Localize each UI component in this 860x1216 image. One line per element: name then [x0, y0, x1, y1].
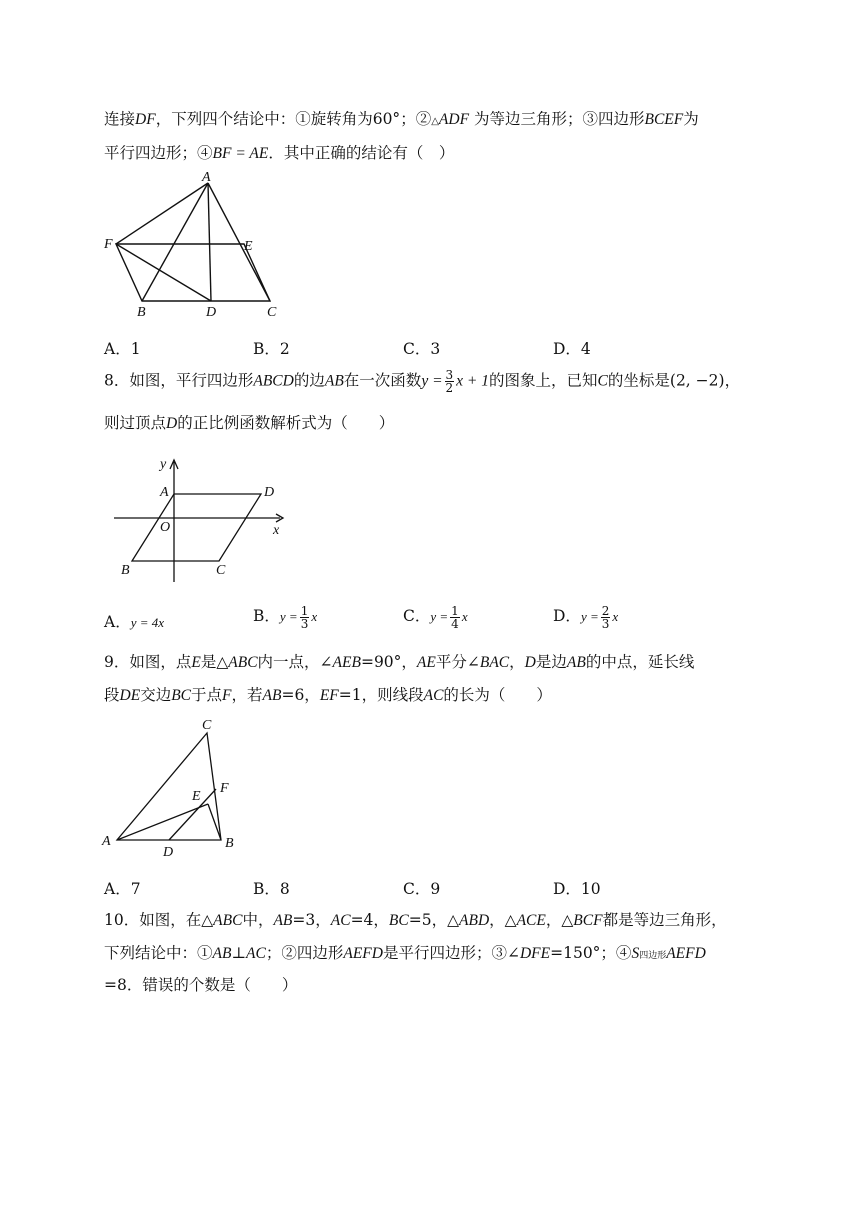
q7-option-c: C．3: [403, 340, 441, 358]
q9-line-2: 段DE交边BC于点F，若AB=6，EF=1，则线段AC的长为（ ）: [104, 686, 552, 704]
q7-edge-ac: [208, 183, 270, 301]
q8-line-1: 8．如图，平行四边形ABCD的边AB在一次函数y = $\frac{3}{2}$ x + 1的图象上，已知C的坐标是(2, −2)，: [104, 368, 741, 395]
q10-line-2: 下列结论中：①AB⊥AC；②四边形AEFD是平行四边形；③∠DFE=150°；④S四边形AEFD: [104, 944, 706, 962]
q7-edge-ad: [208, 183, 211, 301]
q7-figure: [100, 172, 290, 322]
q7-option-a: A．1: [104, 340, 141, 358]
q7-label-f: F: [104, 237, 113, 252]
q7-option-d: D．4: [553, 340, 591, 358]
q10-line-3: =8．错误的个数是（ ）: [104, 976, 298, 994]
q8-label-d: D: [264, 485, 275, 500]
q9-figure: [100, 714, 250, 864]
q9-triangle-abc: [117, 733, 221, 840]
q8-option-a: A．y = 4x: [104, 613, 165, 631]
q7-label-a: A: [202, 172, 211, 185]
q8-label-x: x: [273, 523, 280, 538]
q7-label-d: D: [206, 305, 217, 320]
q9-label-a: A: [102, 834, 111, 849]
q7-line-2: 平行四边形；④BF = AE．其中正确的结论有（ ）: [104, 144, 455, 162]
q8-option-d: D．y = $\frac{2}{3}$ x: [553, 603, 619, 631]
q7-label-e: E: [244, 239, 253, 254]
q8-label-c: C: [216, 563, 226, 578]
q9-option-b: B．8: [253, 880, 290, 898]
q8-line-2: 则过顶点D的正比例函数解析式为（ ）: [104, 414, 395, 432]
q9-segment-ae: [117, 804, 208, 840]
q9-option-c: C．9: [403, 880, 441, 898]
q8-label-a: A: [160, 485, 169, 500]
q9-label-f: F: [220, 781, 229, 796]
q9-label-c: C: [202, 718, 212, 733]
q7-edge-ab: [142, 183, 208, 301]
q9-option-a: A．7: [104, 880, 141, 898]
q7-label-c: C: [267, 305, 277, 320]
q9-line-1: 9．如图，点E是△ABC内一点，∠AEB=90°，AE平分∠BAC，D是边AB的中点，延长线: [104, 653, 695, 671]
q9-label-e: E: [192, 789, 201, 804]
q8-label-o: O: [160, 520, 171, 535]
q8-label-y: y: [160, 457, 167, 472]
q7-edge-af: [116, 183, 208, 244]
q8-label-b: B: [121, 563, 130, 578]
q8-option-c: C．y = $\frac{1}{4}$ x: [403, 603, 468, 631]
q9-label-d: D: [163, 845, 174, 860]
q7-option-b: B．2: [253, 340, 290, 358]
q7-label-b: B: [137, 305, 146, 320]
q9-label-b: B: [225, 836, 234, 851]
q7-line-1: 连接DF，下列四个结论中：①旋转角为60°；②△ADF 为等边三角形；③四边形BCEF为: [104, 110, 699, 128]
q8-slope-fraction: $\frac{3}{2}$: [445, 368, 454, 395]
q10-line-1: 10．如图，在△ABC中，AB=3，AC=4，BC=5，△ABD，△ACE，△BCF都是等边三角形，: [104, 911, 727, 929]
q8-option-b: B．y = $\frac{1}{3}$ x: [253, 603, 318, 631]
q9-option-d: D．10: [553, 880, 601, 898]
q7-edge-fd: [116, 244, 211, 301]
q8-figure: [108, 456, 298, 586]
q8-parallelogram-abcd: [132, 494, 261, 561]
